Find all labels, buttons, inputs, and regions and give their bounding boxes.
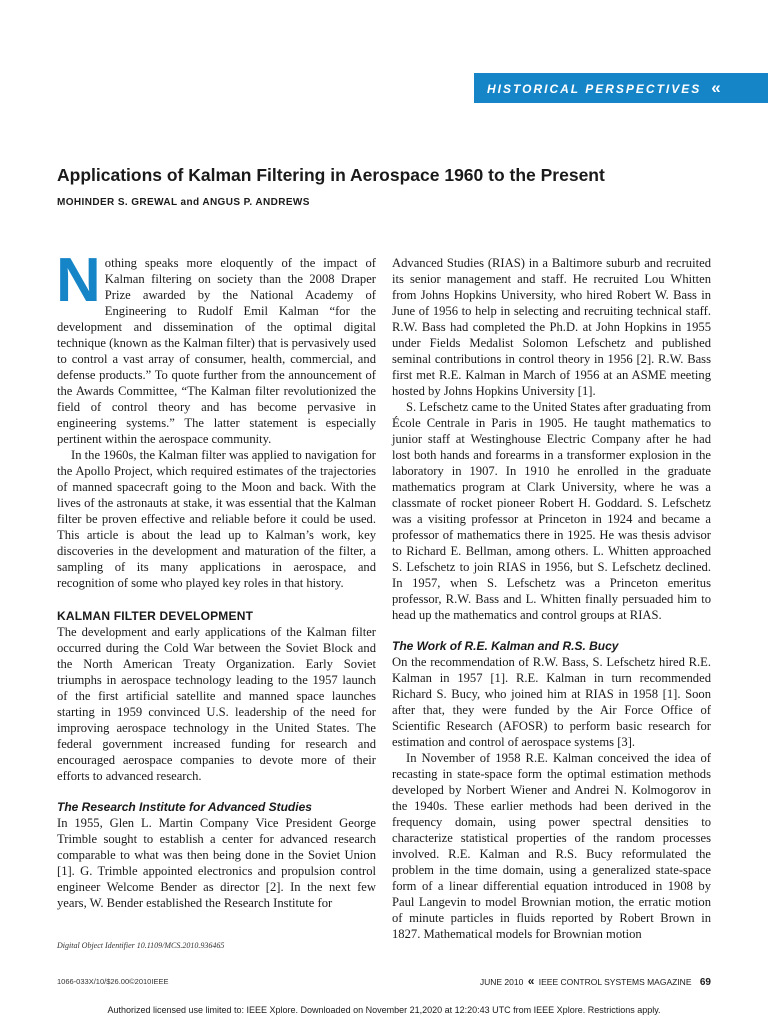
article-authors: MOHINDER S. GREWAL and ANGUS P. ANDREWS (57, 197, 310, 208)
subsection-heading: The Research Institute for Advanced Studies (57, 800, 312, 814)
license-notice: Authorized licensed use limited to: IEEE Xplore. Downloaded on November 21,2020 at 12:20:43 UTC from IEEE Xplore. Restrictions apply. (107, 1005, 661, 1015)
issue-date: JUNE 2010 (479, 977, 524, 987)
right-column (392, 255, 711, 942)
paragraph: Advanced Studies (RIAS) in a Baltimore suburb and recruited its senior management and staff. He recruited Lou Whitten from Johns Hopkins University, who hired Robert W. Bass in June of 1956 to help in selecting and recruiting technical staff. R.W. Bass had completed the Ph.D. at John Hopkins in 1955 under Fields Medalist Solomon Lefschetz and published seminal contributions in control theory in 1956 [2]. R.W. Bass first met R.E. Kalman in March of 1956 at an ASME meeting hosted by Johns Hopkins University [1]. (392, 256, 711, 398)
paragraph-text: othing speaks more eloquently of the impact of Kalman filtering on society than the 2008 Draper Prize awarded by the National Academy of Engineering to Rudolf Emil Kalman “for the development and dissemination of the optimal digital technique (known as the Kalman filter) that is pervasively used to control a vast array of consumer, health, commercial, and defense products.” To quote further from the announcement of the Awards Committee, “The Kalman filter revolutionized the field of control theory and has become pervasive in engineering systems.” The latter statement is especially pertinent within the aerospace community. (57, 256, 376, 446)
chevron-left-icon: « (527, 974, 535, 988)
dropcap: N (56, 246, 101, 315)
section-heading: KALMAN FILTER DEVELOPMENT (57, 609, 254, 623)
left-column (56, 246, 376, 911)
paragraph: The development and early applications of the Kalman filter occurred during the Cold War between the Soviet Block and the North American Treaty Organization. Early Soviet triumphs in aerospace technology leading to the 1957 launch of the first artificial satellite and manned space launches starting in 1959 convinced U.S. leadership of the need for improving aerospace technology in the United States. The federal government increased funding for research and encouraged aerospace companies to devote more of their efforts to advanced research. (57, 625, 376, 783)
paragraph: In the 1960s, the Kalman filter was applied to navigation for the Apollo Project, which required estimates of the trajectories of manned spacecraft going to the Moon and back. With the lives of the astronauts at stake, it was essential that the Kalman filter be proven effective and reliable before it could be used. This article is about the lead up to Kalman’s work, key discoveries in the development and maturation of the filter, a sampling of its many applications in aerospace, and recognition of some who played key roles in that history. (57, 448, 376, 590)
copyright-line: 1066-033X/10/$26.00©2010IEEE (57, 977, 169, 986)
paragraph: In 1955, Glen L. Martin Company Vice President George Trimble sought to establish a center for advanced research comparable to what was then being done in the Soviet Union [1]. G. Trimble appointed electronics and propulsion control engineer Welcome Bender as director [2]. In the next few years, W. Bender established the Research Institute for (57, 816, 376, 910)
section-label: HISTORICAL PERSPECTIVES (487, 82, 702, 96)
paragraph: On the recommendation of R.W. Bass, S. Lefschetz hired R.E. Kalman in 1957 [1]. R.E. Kalman in turn recommended Richard S. Bucy, who joined him at RIAS in 1958 [1]. Soon after that, they were funded by the Air Force Office of Scientific Research (AFOSR) to perform basic research for estimation and control of aerospace systems [3]. (392, 655, 711, 749)
article-title: Applications of Kalman Filtering in Aerospace 1960 to the Present (57, 165, 605, 185)
section-banner (474, 73, 768, 103)
paragraph: S. Lefschetz came to the United States after graduating from École Centrale in Paris in 1905. He taught mathematics to junior staff at Westinghouse Electric Company after he had lost both hands and forearms in a transformer explosion in the laboratory in 1907. In 1910 he enrolled in the graduate mathematics program at Clark University, where he was a classmate of rocket pioneer Robert H. Goddard. S. Lefschetz was a visiting professor at Princeton in 1924 and became a professor of mathematics there in 1925. He was thesis advisor to Richard E. Bellman, among others. L. Whitten approached S. Lefschetz to join RIAS in 1956, but S. Lefschetz declined. In 1957, when S. Lefschetz was a Princeton emeritus professor, R.W. Bass and L. Whitten finally persuaded him to head up the mathematics and control groups at RIAS. (392, 400, 711, 622)
page-number: 69 (699, 977, 711, 988)
chevron-left-icon: « (711, 78, 721, 97)
magazine-name: IEEE CONTROL SYSTEMS MAGAZINE (538, 977, 692, 987)
paragraph: In November of 1958 R.E. Kalman conceived the idea of recasting in state-space form the optimal estimation methods developed by Norbert Wiener and Andrei N. Kolmogorov in the 1940s. These earlier methods had been derived in the frequency domain, using power spectral densities to characterize statistical properties of the random processes involved. R.E. Kalman and R.S. Bucy reformulated the problem in the time domain, using a generalized state-space form of a linear differential equation introduced in 1908 by Paul Langevin to model Brownian motion, the erratic motion of minute particles in fluids reported by Robert Brown in 1827. Mathematical models for Brownian motion (392, 751, 711, 941)
subsection-heading: The Work of R.E. Kalman and R.S. Bucy (392, 639, 619, 653)
page-footer (480, 974, 711, 988)
paragraph (56, 246, 376, 447)
doi-footnote: Digital Object Identifier 10.1109/MCS.2010.936465 (57, 941, 225, 950)
